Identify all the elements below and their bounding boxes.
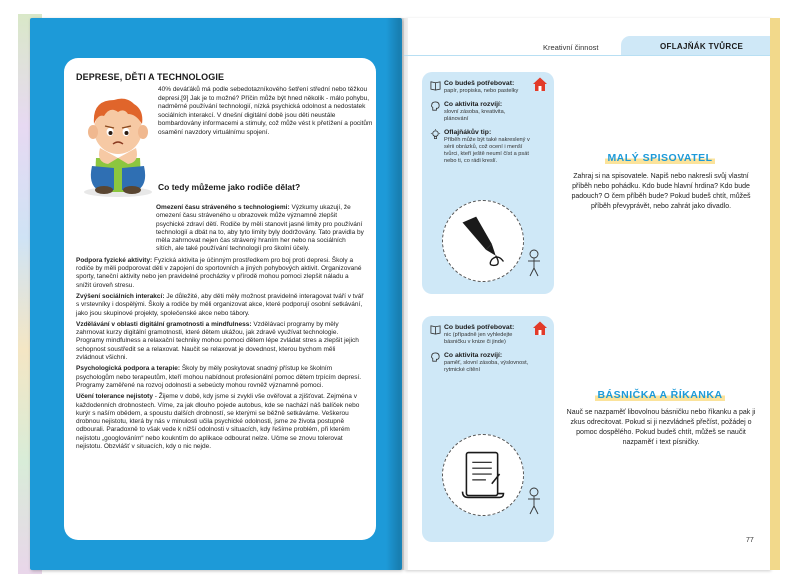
tip-text: Školy by měly poskytovat snadný přístup ke školním psychologům nebo terapeutům, kteří mohou nabídnout profesionální pomoc dětem trpícím depresí. Programy zaměřené na rozvoj odolnosti a sebeúcty mohou rovněž významně pomoci. — [76, 365, 362, 389]
develops-row — [430, 352, 546, 374]
book-icon — [430, 80, 441, 91]
brain-icon — [430, 352, 441, 363]
header-tab-label: OFLAJŇÁK TVŮRCE — [660, 42, 744, 51]
intro-block — [76, 86, 373, 204]
activity-description: Nauč se nazpaměť libovolnou básničku nebo říkanku a pak ji zkus odrecitovat. Pokud si ji nezvládneš přečíst, požádej o pomoc dospělého. Pokud budeš chtít, můžeš se naučit nazpaměť i text písničky. — [566, 409, 756, 446]
needs-text: papír, propiska, nebo pastelky — [444, 88, 519, 94]
activity-info-panel — [422, 316, 554, 542]
develops-label: Co aktivita rozvíjí: — [444, 101, 503, 108]
scroll-icon — [443, 435, 523, 515]
page-number: 77 — [746, 537, 754, 544]
activity-title-text: MALÝ SPISOVATEL — [607, 152, 713, 164]
illustration-circle — [442, 434, 524, 516]
sad-boy-illustration — [74, 88, 162, 200]
tip-text: Příběh může být také nakreslený v sérii obrázků, což ocení i menší tvůrci, kteří ještě neumí číst a psát nebo ti, co rádi kreslí. — [444, 137, 530, 164]
tip-text: - Žijeme v době, kdy jsme si zvykli vše ověřovat a zjišťovat. Zejména v každodenních drobnostech. Víme, za jak dlouho pojede autobus, kde se nachází náš balíček nebo kurýr s naším obědem, a spoustu dalších drobností, se kterými se běžně setkáváme. Veškerou drobnou nejistotu, která by nás v minulosti učila psychické odolnosti, jsme ze života postupně odbourali. Paradoxně to však vede k nižší odolnosti v situacích, kdy řešíme problém, při kterém nejistotu „googlováním“ nebo koukntím do aplikace odbourat nelze. Učme se znovu tolerovat nejistotu. Obzvlášť v situacích, kdy o nic nejde. — [76, 393, 360, 451]
header-divider — [404, 55, 770, 56]
tip-paragraph — [76, 321, 364, 362]
stick-kid-icon — [526, 486, 542, 516]
tip-heading: Psychologická podpora a terapie: — [76, 365, 181, 373]
needs-text: nic (případně jen vyhledejte básničku v knize či jinde) — [444, 332, 513, 345]
pen-nib-icon — [443, 201, 523, 281]
subheading: Co tedy můžeme jako rodiče dělat? — [158, 182, 301, 192]
tip-heading: Podpora fyzické aktivity: — [76, 256, 153, 264]
tip-text: Výzkumy ukazují, že omezení času stráveného u obrazovek může významně zlepšit psychické zdraví dětí. Rodiče by měli stanovit jasné limity pro používání technologií a dbát na to, aby tyto limity byly dodržovány. Tato pravidla by měla zahrnovat nejen čas strávený hraním her nebo na sociálních sítích, ale také používání technologií pro školní účely. — [156, 204, 364, 253]
tip-paragraph — [76, 365, 364, 390]
needs-label: Co budeš potřebovat: — [444, 324, 515, 331]
article-title: DEPRESE, DĚTI A TECHNOLOGIE — [76, 72, 225, 82]
illustration-circle — [442, 200, 524, 282]
tip-text: Fyzická aktivita je účinným prostředkem pro boj proti depresi. Školy a rodiče by měli podporovat děti v zapojení do sportovních a jiných pohybových aktivit. Organizované sporty, taneční aktivity nebo jen pravidelné procházky v přírodě mohou pomoci zlepšit náladu a snížit úroveň stresu. — [76, 256, 362, 289]
tip-paragraph — [76, 257, 364, 290]
tip-paragraph — [76, 204, 364, 254]
tip-heading: Zvýšení sociálních interakcí: — [76, 292, 165, 300]
book-fold — [386, 18, 408, 570]
develops-text: paměť, slovní zásoba, výslovnost, rytmické cítění — [444, 360, 529, 373]
needs-label: Co budeš potřebovat: — [444, 80, 515, 87]
article-card — [64, 58, 376, 540]
activity-info-panel — [422, 72, 554, 294]
stick-kid-icon — [526, 248, 542, 278]
activity-title — [575, 389, 745, 401]
activity-title — [575, 152, 745, 164]
tip-heading: Omezení času stráveného s technologiemi: — [156, 204, 290, 211]
needs-row — [430, 324, 546, 346]
tip-text: Je důležité, aby děti měly možnost pravidelně interagovat tváří v tvář s vrstevníky i dospělými. Školy a rodiče by měli organizovat akce, které podporují osobní setkávání, jako jsou skupinové projekty, společenské akce nebo tábory. — [76, 292, 364, 317]
brain-icon — [430, 101, 441, 112]
tip-heading: Učení tolerance nejistoty — [76, 393, 153, 401]
intro-paragraph: 40% deváťáků má podle sebedotazníkového šetření střední nebo těžkou depresi.[9] Jak je to možné? Příčin může být hned několik - málo pohybu, nadměrné používání technologií, nízká psychická odolnost a nedostatek sociálních interakcí. V dnešní digitální době jsou děti neustále bombardovány informacemi a stimuly, což může vést k přetížení a pocitům osamění navzdory virtuálnímu spojení. — [158, 86, 373, 136]
tip-paragraph — [76, 393, 364, 451]
tip-heading: Vzdělávání v oblasti digitální gramotnosti a mindfulness: — [76, 320, 252, 328]
tip-text: Vzdělávací programy by měly zahrnovat kurzy digitální gramotnosti, které dětem ukážou, jak zdravě využívat technologie. Programy mindfulness a relaxační techniky mohou pomoci dětem lépe zvládat stres a zlepšit jejich schopnost soustředit se a relaxovat. Naučit se relaxovat je dovednost, kterou bychom měli zvládnout všichni. — [76, 320, 359, 362]
activity-title-text: BÁSNIČKA A ŘÍKANKA — [597, 389, 723, 401]
develops-label: Co aktivita rozvíjí: — [444, 352, 503, 359]
develops-row — [430, 101, 546, 123]
book-icon — [430, 324, 441, 335]
activity-description: Zahraj si na spisovatele. Napiš nebo nakresli svůj vlastní příběh nebo pohádku. Kdo bude hlavní hrdina? Kdo bude padouch? O čem příběh bude? Pokud budeš chtít, můžeš příběh převyprávět, nebo zahrát jako divadlo. — [571, 173, 751, 210]
page-edge — [770, 18, 780, 570]
header-category: Kreativní činnost — [543, 43, 599, 52]
tips-list — [76, 204, 364, 451]
needs-row — [430, 80, 546, 95]
develops-text: slovní zásoba, kreativita, plánování — [444, 109, 506, 122]
tip-paragraph — [76, 293, 364, 318]
tip-row — [430, 129, 546, 165]
lightbulb-icon — [430, 129, 441, 140]
tip-label: Oflajňákův tip: — [444, 129, 492, 136]
